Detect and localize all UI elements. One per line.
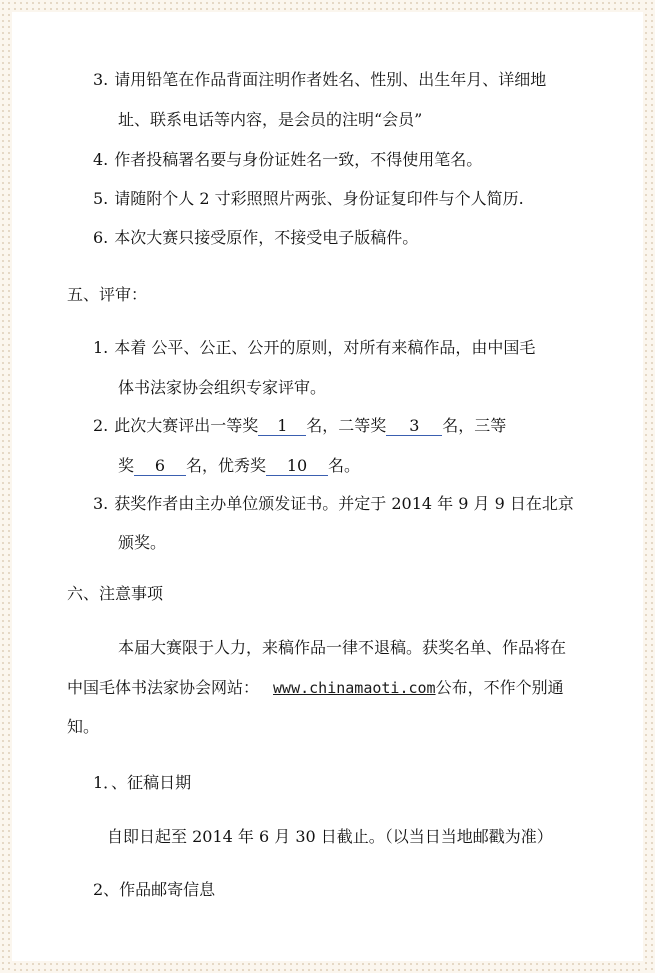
review-item-2-line1: [93, 416, 506, 436]
review-item-1-number: 1.: [93, 338, 109, 357]
website-link[interactable]: www.chinamaoti.com: [273, 679, 436, 697]
review-item-3-line2: 颁奖。: [118, 533, 167, 552]
award-excellent-label: 名，优秀奖: [186, 456, 267, 475]
award-third-count: 6: [134, 457, 186, 476]
rule-item-6: [93, 228, 418, 248]
notes-paragraph-line2: [67, 678, 564, 698]
review-item-3-text: 获奖作者由主办单位颁发证书。并定于 2014 年 9 月 9 日在北京: [114, 494, 574, 513]
rule-item-3-text: 请用铅笔在作品背面注明作者姓名、性别、出生年月、详细地: [114, 70, 547, 89]
rule-item-5-number: 5.: [93, 189, 109, 208]
review-item-2-number: 2.: [93, 416, 109, 435]
page-border-top: [0, 0, 655, 12]
notes-paragraph-line3: 知。: [67, 717, 100, 736]
award-third-label-cont: 奖: [118, 456, 135, 475]
rule-item-6-text: 本次大赛只接受原作，不接受电子版稿件。: [114, 228, 419, 247]
deadline-text: 自即日起至 2014 年 6 月 30 日截止。（以当日当地邮戳为准）: [107, 827, 553, 846]
review-item-1-text: 本着 公平、公正、公开的原则，对所有来稿作品，由中国毛: [114, 338, 536, 357]
award-end: 名。: [328, 456, 361, 475]
rule-item-4-text: 作者投稿署名要与身份证姓名一致，不得使用笔名。: [114, 150, 483, 169]
notes-website-label: 中国毛体书法家协会网站：: [67, 678, 260, 697]
award-second-count: 3: [386, 417, 442, 436]
review-item-1-line1: [93, 338, 535, 358]
rule-item-3-line1: [93, 70, 546, 90]
award-third-label: 名，三等: [442, 416, 507, 435]
award-excellent-count: 10: [266, 457, 328, 476]
rule-item-4: [93, 150, 482, 170]
award-first-count: 1: [258, 417, 306, 436]
review-item-1-line2: 体书法家协会组织专家评审。: [118, 378, 327, 397]
rule-item-5: [93, 189, 524, 209]
award-first-label: 此次大赛评出一等奖: [114, 416, 259, 435]
mailing-heading: 2、作品邮寄信息: [93, 880, 216, 899]
notes-paragraph-line1: 本届大赛限于人力，来稿作品一律不退稿。获奖名单、作品将在: [118, 638, 567, 657]
deadline-heading: 1．、征稿日期: [93, 773, 192, 792]
page-border-left: [0, 0, 12, 973]
rule-item-3-line2: 址、联系电话等内容，是会员的注明“会员”: [118, 110, 423, 129]
rule-item-6-number: 6.: [93, 228, 109, 247]
award-second-label: 名，二等奖: [306, 416, 387, 435]
rule-item-5-text: 请随附个人 2 寸彩照照片两张、身份证复印件与个人简历.: [114, 189, 524, 208]
page-border-right: [643, 0, 655, 973]
rule-item-4-number: 4.: [93, 150, 109, 169]
review-item-3-line1: [93, 494, 574, 514]
notes-paragraph-line2-end: 公布，不作个别通: [435, 678, 564, 697]
section-notes-heading: 六、注意事项: [67, 584, 164, 603]
page-border-bottom: [0, 961, 655, 973]
review-item-2-line2: [118, 456, 360, 476]
section-review-heading: 五、评审：: [67, 285, 148, 304]
rule-item-3-number: 3.: [93, 70, 109, 89]
review-item-3-number: 3.: [93, 494, 109, 513]
